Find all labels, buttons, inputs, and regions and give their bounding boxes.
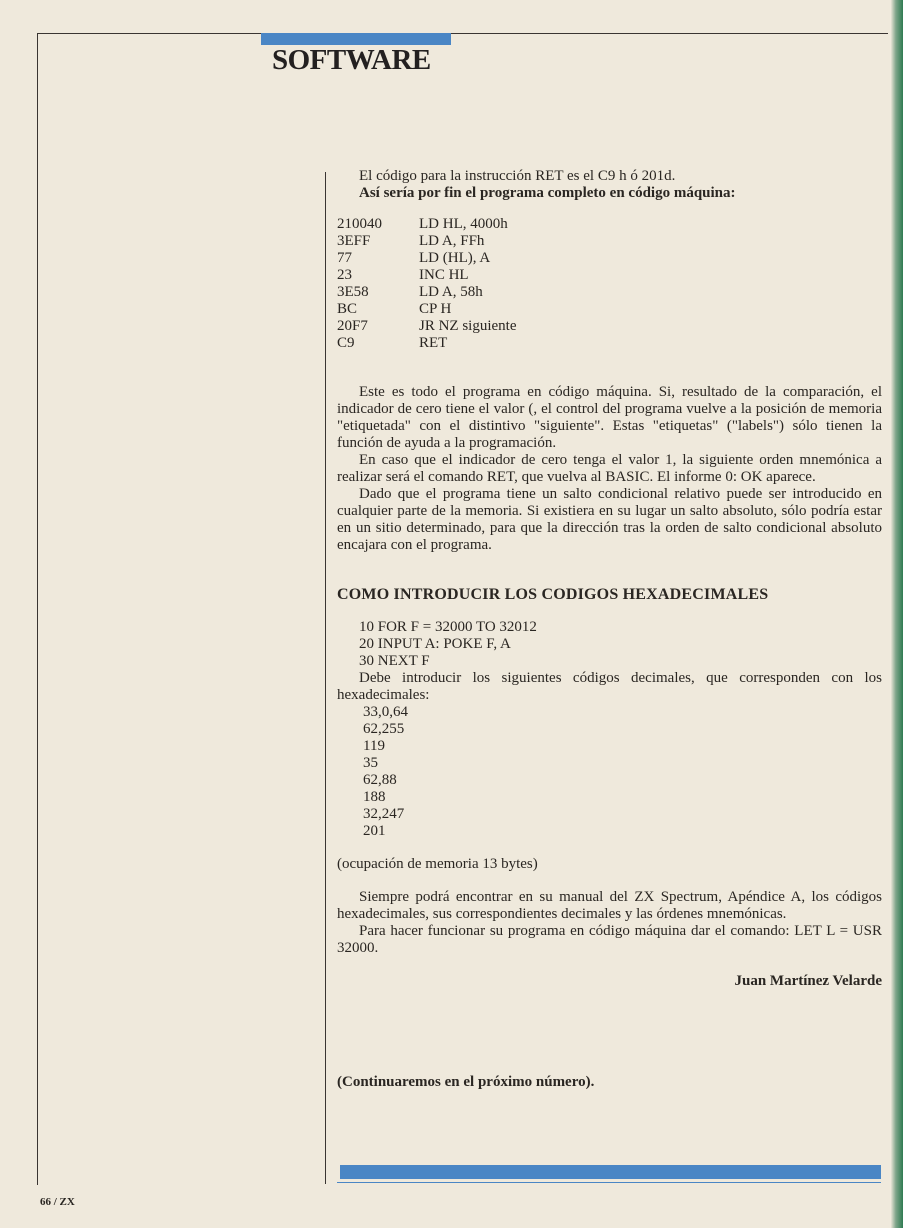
mnemonic: INC HL — [419, 267, 469, 283]
program-row — [337, 335, 517, 352]
program-row — [337, 301, 517, 318]
column-rule — [325, 172, 326, 1184]
program-row — [337, 318, 517, 335]
article-body — [337, 168, 882, 1091]
paragraph: Dado que el programa tiene un salto condicional relativo puede ser introducido en cualquier parte de la memoria. Si existiera en su lugar un salto absoluto, sólo podría estar en un sitio determinado, para que la dirección tras la orden de salto condicional absoluto encajara con el programa. — [337, 486, 882, 553]
closing-paragraph: Para hacer funcionar su programa en código máquina dar el comando: LET L = USR 32000. — [337, 923, 882, 956]
paragraph: En caso que el indicador de cero tenga el valor 1, la siguiente orden mnemónica a realizar será el comando RET, que vuelva al BASIC. El informe 0: OK aparece. — [337, 452, 882, 485]
intro-line: El código para la instrucción RET es el C9 h ó 201d. — [359, 168, 676, 184]
mnemonic: RET — [419, 335, 448, 351]
mnemonic: LD (HL), A — [419, 250, 491, 266]
page-edge-strip — [891, 0, 903, 1228]
hex-code: 210040 — [337, 216, 382, 232]
decimal-code: 35 — [363, 755, 378, 771]
hex-code: 23 — [337, 267, 352, 283]
mnemonic: LD A, 58h — [419, 284, 483, 300]
program-row — [337, 267, 517, 284]
memory-note: (ocupación de memoria 13 bytes) — [337, 856, 538, 872]
paragraph: Este es todo el programa en código máquina. Si, resultado de la comparación, el indicador de cero tiene el valor (, el control del programa vuelve a la posición de memoria "etiquetada" con el distintivo "siguiente". Estas "etiquetas" ("labels") sólo tienen la función de ayuda a la programación. — [337, 384, 882, 451]
page-number: 66 / ZX — [40, 1196, 75, 1208]
hex-code: 77 — [337, 250, 352, 266]
hex-code: C9 — [337, 335, 355, 351]
author-signature: Juan Martínez Velarde — [734, 973, 882, 989]
decimal-code: 62,88 — [363, 772, 397, 788]
decimal-code: 32,247 — [363, 806, 405, 822]
hex-code: 20F7 — [337, 318, 368, 334]
decimal-code: 33,0,64 — [363, 704, 408, 720]
basic-line: 20 INPUT A: POKE F, A — [359, 636, 511, 652]
mnemonic: JR NZ siguiente — [419, 318, 517, 334]
program-row — [337, 216, 517, 233]
decimal-code: 188 — [363, 789, 386, 805]
program-row — [337, 250, 517, 267]
continuation-note: (Continuaremos en el próximo número). — [337, 1074, 595, 1090]
decimal-code: 201 — [363, 823, 386, 839]
footer-rule — [337, 1182, 881, 1183]
program-row — [337, 284, 517, 301]
mnemonic: LD HL, 4000h — [419, 216, 508, 232]
mnemonic: LD A, FFh — [419, 233, 485, 249]
footer-color-bar — [340, 1165, 881, 1179]
instruction-paragraph: Debe introducir los siguientes códigos decimales, que corresponden con los hexadecimales: — [337, 670, 882, 703]
intro-bold-line: Así sería por fin el programa completo en código máquina: — [359, 185, 736, 201]
decimal-code-list — [337, 704, 882, 840]
section-heading: COMO INTRODUCIR LOS CODIGOS HEXADECIMALES — [337, 586, 769, 603]
mnemonic: CP H — [419, 301, 452, 317]
closing-paragraph: Siempre podrá encontrar en su manual del ZX Spectrum, Apéndice A, los códigos hexadecimales, sus correspondientes decimales y las órdenes mnemónicas. — [337, 889, 882, 922]
program-listing — [337, 216, 517, 352]
hex-code: BC — [337, 301, 358, 317]
hex-code: 3E58 — [337, 284, 369, 300]
section-title: SOFTWARE — [272, 44, 431, 76]
decimal-code: 62,255 — [363, 721, 405, 737]
basic-line: 10 FOR F = 32000 TO 32012 — [359, 619, 537, 635]
hex-code: 3EFF — [337, 233, 371, 249]
program-row — [337, 233, 517, 250]
decimal-code: 119 — [363, 738, 385, 754]
basic-line: 30 NEXT F — [359, 653, 430, 669]
